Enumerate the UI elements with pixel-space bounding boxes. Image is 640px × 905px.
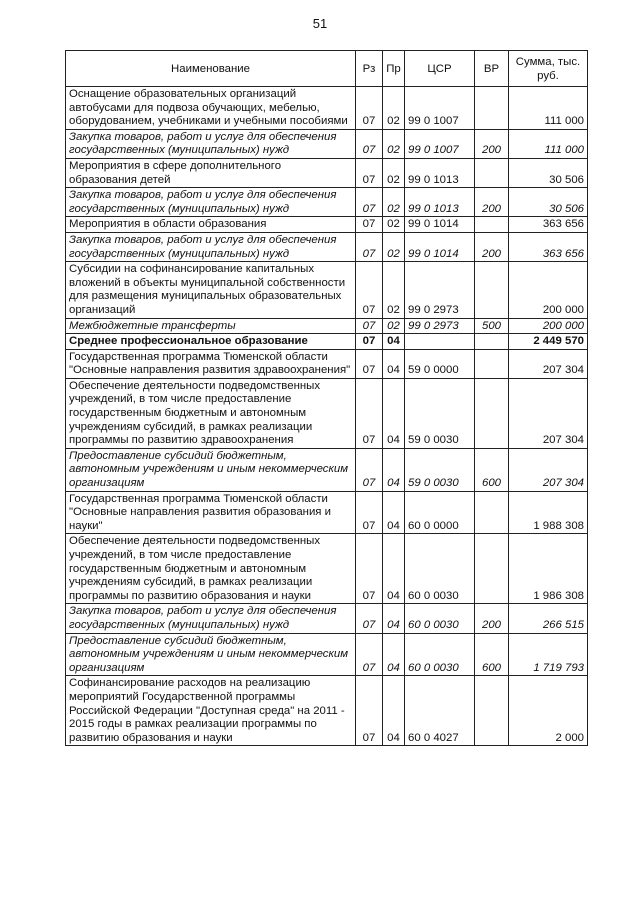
- page-number: 51: [312, 16, 328, 31]
- cell-rz: 07: [356, 129, 383, 158]
- cell-name: Закупка товаров, работ и услуг для обеспечения государственных (муниципальных) нужд: [66, 188, 356, 217]
- table-row: [66, 129, 588, 158]
- table-row: [66, 448, 588, 491]
- cell-pr: 02: [383, 318, 405, 334]
- cell-pr: 04: [383, 604, 405, 633]
- cell-rz: 07: [356, 232, 383, 261]
- header-pr: Пр: [383, 51, 405, 87]
- cell-sum: 363 656: [509, 217, 588, 233]
- table-row: [66, 188, 588, 217]
- table-row: [66, 158, 588, 187]
- cell-name: Межбюджетные трансферты: [66, 318, 356, 334]
- cell-name: Среднее профессиональное образование: [66, 334, 356, 350]
- cell-vr: [475, 491, 509, 534]
- cell-csr: 60 0 0030: [405, 604, 475, 633]
- cell-sum: 266 515: [509, 604, 588, 633]
- table-row: [66, 334, 588, 350]
- cell-csr: 60 0 0000: [405, 491, 475, 534]
- cell-name: Обеспечение деятельности подведомственных учреждений, в том числе предоставление государственным бюджетным и автономным учреждениям субсидий, в рамках реализации программы по развитию образования и науки: [66, 534, 356, 604]
- header-name: Наименование: [66, 51, 356, 87]
- cell-pr: 04: [383, 448, 405, 491]
- cell-csr: 99 0 1013: [405, 188, 475, 217]
- cell-rz: 07: [356, 378, 383, 448]
- cell-csr: 99 0 1013: [405, 158, 475, 187]
- cell-sum: 207 304: [509, 378, 588, 448]
- table-row: [66, 262, 588, 318]
- cell-pr: 02: [383, 87, 405, 130]
- cell-sum: 1 988 308: [509, 491, 588, 534]
- cell-csr: [405, 334, 475, 350]
- cell-vr: 500: [475, 318, 509, 334]
- cell-vr: [475, 534, 509, 604]
- cell-csr: 99 0 1007: [405, 129, 475, 158]
- cell-sum: 2 000: [509, 676, 588, 746]
- cell-sum: 111 000: [509, 129, 588, 158]
- cell-rz: 07: [356, 491, 383, 534]
- header-sum: Сумма, тыс. руб.: [509, 51, 588, 87]
- cell-name: Софинансирование расходов на реализацию мероприятий Государственной программы Российской Федерации "Доступная среда" на 2011 - 2015 годы в рамках реализации программы по развитию образования и науки: [66, 676, 356, 746]
- cell-name: Мероприятия в сфере дополнительного образования детей: [66, 158, 356, 187]
- cell-csr: 59 0 0030: [405, 378, 475, 448]
- cell-sum: 30 506: [509, 158, 588, 187]
- cell-pr: 02: [383, 262, 405, 318]
- header-rz: Рз: [356, 51, 383, 87]
- table-row: [66, 232, 588, 261]
- header-vr: ВР: [475, 51, 509, 87]
- cell-pr: 02: [383, 217, 405, 233]
- cell-name: Оснащение образовательных организаций автобусами для подвоза обучающих, мебелью, оборудованием, учебниками и учебными пособиями: [66, 87, 356, 130]
- cell-name: Мероприятия в области образования: [66, 217, 356, 233]
- table-row: [66, 633, 588, 676]
- table-row: [66, 349, 588, 378]
- table-header-row: [66, 51, 588, 87]
- cell-name: Государственная программа Тюменской области "Основные направления развития образования и науки": [66, 491, 356, 534]
- cell-vr: 600: [475, 448, 509, 491]
- cell-sum: 1 719 793: [509, 633, 588, 676]
- cell-pr: 02: [383, 188, 405, 217]
- cell-name: Закупка товаров, работ и услуг для обеспечения государственных (муниципальных) нужд: [66, 129, 356, 158]
- cell-sum: 2 449 570: [509, 334, 588, 350]
- cell-name: Субсидии на софинансирование капитальных вложений в объекты муниципальной собственности для размещения муниципальных образовательных организаций: [66, 262, 356, 318]
- cell-rz: 07: [356, 676, 383, 746]
- cell-vr: [475, 158, 509, 187]
- cell-name: Обеспечение деятельности подведомственных учреждений, в том числе предоставление государственным бюджетным и автономным учреждениям субсидий, в рамках реализации программы по развитию здравоохранения: [66, 378, 356, 448]
- header-csr: ЦСР: [405, 51, 475, 87]
- cell-sum: 200 000: [509, 262, 588, 318]
- table-row: [66, 534, 588, 604]
- cell-pr: 04: [383, 534, 405, 604]
- cell-sum: 30 506: [509, 188, 588, 217]
- cell-rz: 07: [356, 217, 383, 233]
- cell-name: Государственная программа Тюменской области "Основные направления развития здравоохранения": [66, 349, 356, 378]
- cell-vr: [475, 378, 509, 448]
- table-row: [66, 318, 588, 334]
- cell-vr: 200: [475, 129, 509, 158]
- cell-pr: 04: [383, 676, 405, 746]
- cell-name: Предоставление субсидий бюджетным, автономным учреждениям и иным некоммерческим организациям: [66, 633, 356, 676]
- table-row: [66, 676, 588, 746]
- table-row: [66, 217, 588, 233]
- cell-vr: 200: [475, 232, 509, 261]
- cell-vr: [475, 334, 509, 350]
- cell-pr: 04: [383, 334, 405, 350]
- cell-csr: 99 0 2973: [405, 262, 475, 318]
- cell-rz: 07: [356, 262, 383, 318]
- cell-csr: 99 0 1014: [405, 232, 475, 261]
- table-row: [66, 378, 588, 448]
- cell-vr: 200: [475, 188, 509, 217]
- cell-csr: 99 0 1007: [405, 87, 475, 130]
- cell-sum: 200 000: [509, 318, 588, 334]
- cell-csr: 99 0 2973: [405, 318, 475, 334]
- cell-csr: 60 0 0030: [405, 534, 475, 604]
- cell-rz: 07: [356, 318, 383, 334]
- cell-csr: 59 0 0000: [405, 349, 475, 378]
- cell-pr: 04: [383, 349, 405, 378]
- cell-rz: 07: [356, 448, 383, 491]
- cell-rz: 07: [356, 534, 383, 604]
- table-body: [66, 87, 588, 746]
- cell-vr: [475, 676, 509, 746]
- table-row: [66, 491, 588, 534]
- cell-rz: 07: [356, 604, 383, 633]
- cell-pr: 04: [383, 491, 405, 534]
- cell-sum: 363 656: [509, 232, 588, 261]
- cell-vr: [475, 349, 509, 378]
- cell-rz: 07: [356, 188, 383, 217]
- table-row: [66, 87, 588, 130]
- cell-pr: 04: [383, 378, 405, 448]
- cell-sum: 207 304: [509, 448, 588, 491]
- cell-sum: 207 304: [509, 349, 588, 378]
- cell-csr: 60 0 4027: [405, 676, 475, 746]
- cell-rz: 07: [356, 334, 383, 350]
- cell-csr: 99 0 1014: [405, 217, 475, 233]
- cell-sum: 111 000: [509, 87, 588, 130]
- cell-vr: [475, 87, 509, 130]
- cell-sum: 1 986 308: [509, 534, 588, 604]
- cell-rz: 07: [356, 87, 383, 130]
- cell-csr: 59 0 0030: [405, 448, 475, 491]
- cell-csr: 60 0 0030: [405, 633, 475, 676]
- cell-rz: 07: [356, 633, 383, 676]
- cell-vr: 200: [475, 604, 509, 633]
- table-row: [66, 604, 588, 633]
- cell-vr: [475, 262, 509, 318]
- cell-pr: 02: [383, 129, 405, 158]
- budget-table: [65, 50, 588, 746]
- cell-rz: 07: [356, 349, 383, 378]
- cell-rz: 07: [356, 158, 383, 187]
- cell-pr: 02: [383, 232, 405, 261]
- cell-name: Закупка товаров, работ и услуг для обеспечения государственных (муниципальных) нужд: [66, 232, 356, 261]
- cell-vr: [475, 217, 509, 233]
- cell-name: Предоставление субсидий бюджетным, автономным учреждениям и иным некоммерческим организациям: [66, 448, 356, 491]
- cell-name: Закупка товаров, работ и услуг для обеспечения государственных (муниципальных) нужд: [66, 604, 356, 633]
- cell-pr: 04: [383, 633, 405, 676]
- cell-pr: 02: [383, 158, 405, 187]
- cell-vr: 600: [475, 633, 509, 676]
